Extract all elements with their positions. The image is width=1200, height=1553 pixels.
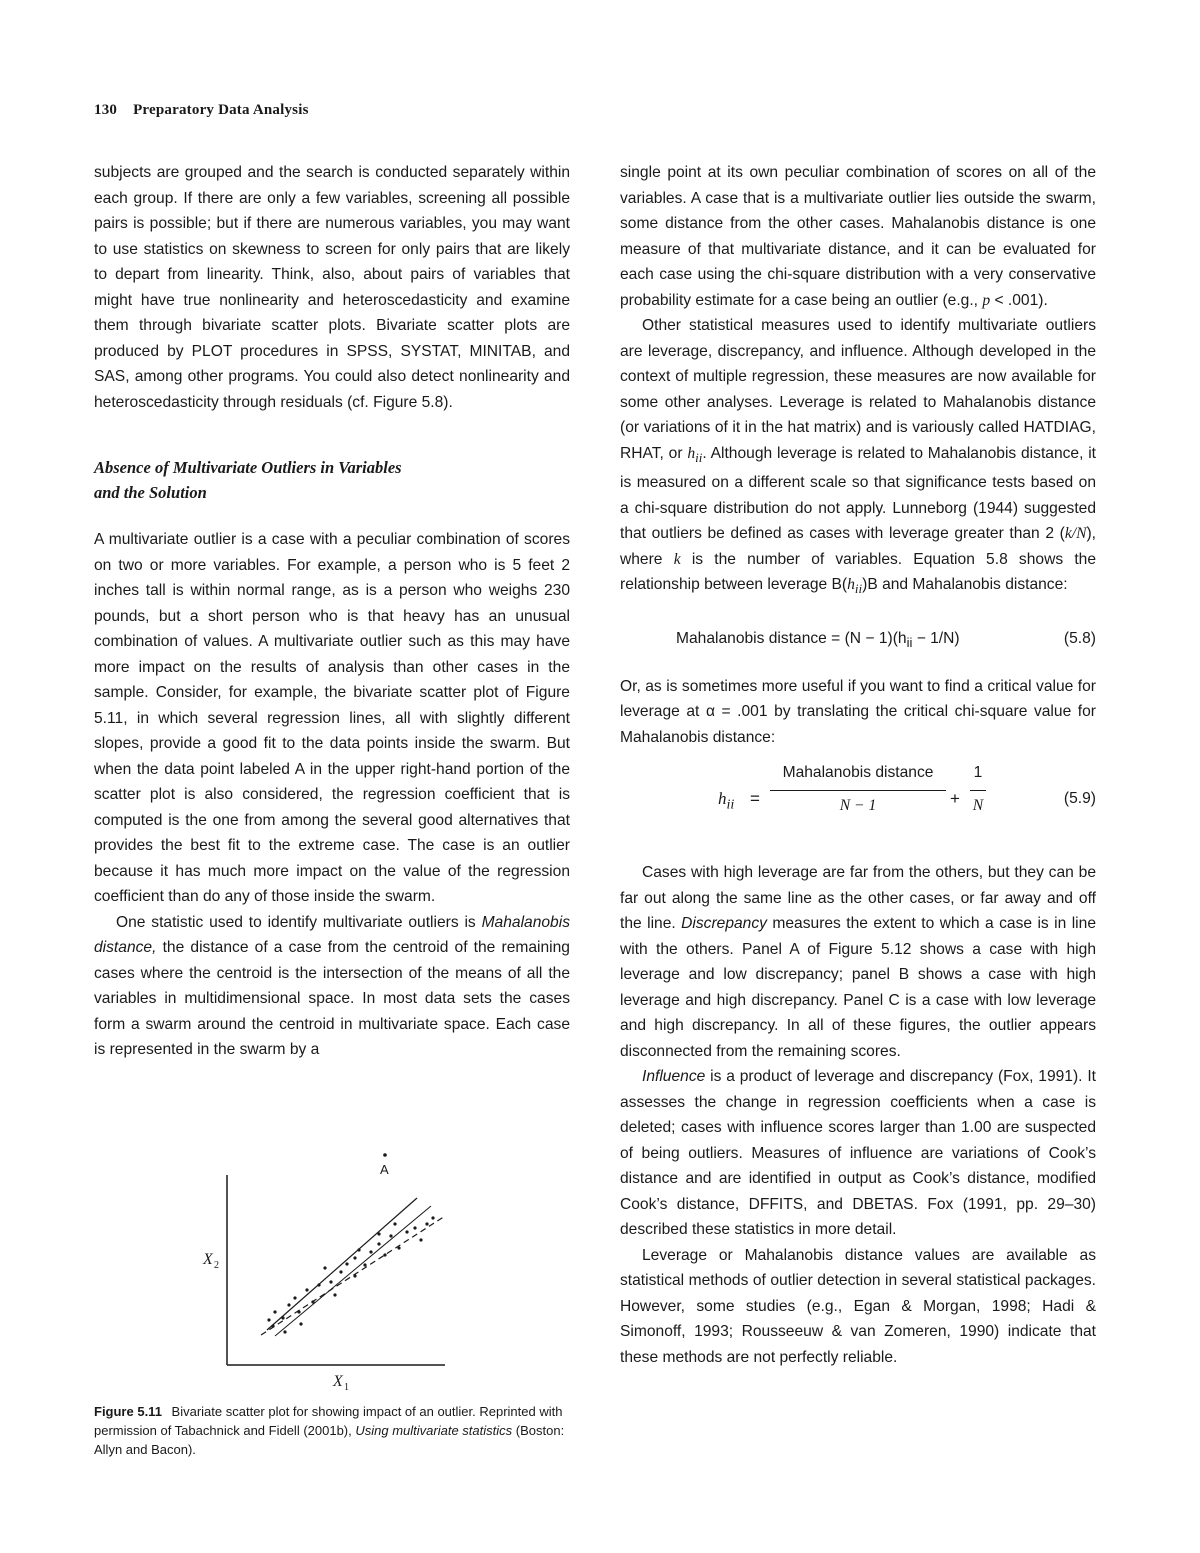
- text-run: One statistic used to identify multivariate outliers is: [116, 913, 476, 931]
- paragraph: A multivariate outlier is a case with a peculiar combination of scores on two or more variables. For example, a person who is 5 feet 2 inches tall is within normal range, as is a person who weighs 230 pounds, but a short person who is that heavy has an unusual combination of values. A multivariate outlier such as this may have more impact on the results of analysis than other cases in the sample. Consider, for example, the bivariate scatter plot of Figure 5.11, in which several regression lines, all with slightly different slopes, provide a good fit to the data points inside the swarm. But when the data point labeled A in the upper right-hand portion of the scatter plot is also considered, the regression coefficient that is computed is the one from among the several good alternatives that provides the best fit to the extreme case. The case is an outlier because it has much more impact on the value of the regression coefficient than do any of those inside the swarm.: [94, 531, 570, 905]
- data-point: [363, 1263, 366, 1266]
- equation-text: Mahalanobis distance = (N − 1)(h: [676, 629, 907, 647]
- data-point: [333, 1293, 336, 1296]
- fraction: [770, 760, 946, 818]
- data-point: [317, 1283, 320, 1286]
- text-run: < .001).: [994, 291, 1048, 309]
- regression-line: [267, 1198, 417, 1330]
- figure-5-11: [195, 1140, 465, 1400]
- data-point: [413, 1226, 416, 1229]
- x-axis-label-sub: 1: [344, 1382, 349, 1393]
- caption-text: (Boston: Allyn and Bacon).: [94, 1423, 565, 1457]
- data-point: [287, 1303, 290, 1306]
- data-point: [405, 1230, 408, 1233]
- paragraph: subjects are grouped and the search is conducted separately within each group. If there are only a few variables, screening all possible pairs is possible; but if there are numerous variables, you may want to use statistics on skewness to screen for only pairs that are likely to depart from linearity. Think, also, about pairs of variables that might have true nonlinearity and heteroscedasticity and examine them through bivariate scatter plots. Bivariate scatter plots are produced by PLOT procedures in SPSS, SYSTAT, MINITAB, and SAS, among other programs. You could also detect nonlinearity and heteroscedasticity through residuals (cf. Figure 5.8).: [94, 164, 570, 411]
- y-axis-label-sub: 2: [214, 1260, 219, 1271]
- math-var: h: [687, 444, 696, 462]
- page-number: 130: [94, 102, 118, 118]
- data-point: [297, 1310, 300, 1313]
- text-run: measures the extent to which a case is in line with the others. Panel A of Figure 5.12 shows a case with high leverage and low discrepancy; panel B shows a case with high leverage and high discrepancy. Panel C is a case with low leverage and high discrepancy. In all of these figures, the outlier appears disconnected from the remaining scores.: [620, 915, 1096, 1060]
- equation-sub: ii: [906, 634, 913, 650]
- section-heading-line2: and the Solution: [94, 483, 207, 502]
- data-point: [273, 1310, 276, 1313]
- data-point: [357, 1248, 360, 1251]
- outlier-point: [383, 1153, 387, 1157]
- equation-5-8: [620, 614, 1096, 664]
- left-column: [94, 160, 570, 1063]
- figure-caption: [94, 1402, 570, 1459]
- term-mahalanobis: Mahalanobis distance,: [94, 913, 570, 956]
- paragraph: [620, 160, 1096, 313]
- denominator: N − 1: [839, 796, 877, 814]
- paragraph: [620, 860, 1096, 1064]
- math-sub: ii: [695, 449, 703, 465]
- data-point: [377, 1232, 380, 1235]
- data-point: [353, 1274, 356, 1277]
- data-point: [323, 1266, 326, 1269]
- plus-sign: +: [950, 789, 960, 809]
- equation-number: (5.8): [1063, 629, 1096, 647]
- paragraph: [620, 1064, 1096, 1243]
- data-point: [299, 1322, 302, 1325]
- data-point: [383, 1253, 386, 1256]
- data-point: [369, 1250, 372, 1253]
- equation-number: (5.9): [1063, 790, 1096, 808]
- data-point: [393, 1222, 396, 1225]
- scatter-plot: [195, 1140, 465, 1400]
- data-point: [329, 1280, 332, 1283]
- text-run: )B and Mahalanobis distance:: [862, 576, 1068, 594]
- data-point: [267, 1318, 270, 1321]
- paragraph: [620, 313, 1096, 602]
- caption-book-title: Using multivariate statistics: [355, 1423, 513, 1438]
- data-point: [283, 1330, 286, 1333]
- equals-sign: =: [750, 789, 760, 809]
- running-title: Preparatory Data Analysis: [133, 102, 309, 118]
- text-run: single point at its own peculiar combination of scores on all of the variables. A case that is a multivariate outlier lies outside the swarm, some distance from the other cases. Mahalanobis distance is one measure of that multivariate distance, and it can be evaluated for each case using the chi-square distribution with a very conservative probability estimate for a case being an outlier (e.g.,: [620, 164, 1096, 309]
- section-heading-line1: Absence of Multivariate Outliers in Variables: [94, 458, 402, 477]
- math-var: h: [847, 576, 855, 594]
- math-var: k/N: [1064, 525, 1087, 543]
- regression-line: [275, 1206, 431, 1336]
- regression-line-dashed: [261, 1216, 445, 1335]
- data-point: [431, 1216, 434, 1219]
- data-point: [339, 1270, 342, 1273]
- caption-label: Figure 5.11: [94, 1404, 162, 1419]
- equation-var: h: [718, 789, 727, 809]
- equation-body: [676, 626, 960, 656]
- outlier-label: A: [380, 1162, 389, 1177]
- data-points: [267, 1153, 434, 1333]
- equation-lhs: [718, 786, 734, 818]
- text-run: is the number of variables. Equation 5.8 shows the relationship between leverage B(: [620, 550, 1096, 594]
- data-point: [419, 1238, 422, 1241]
- data-point: [271, 1324, 274, 1327]
- data-point: [397, 1246, 400, 1249]
- text-run: is a product of leverage and discrepancy (Fox, 1991). It assesses the change in regression coefficients when a case is deleted; cases with influence scores larger than 1.00 are suspected of being outliers. Measures of influence are variations of Cook’s distance and are identified in output as Cook’s distance, modified Cook’s distance, DFFITS, and DBETAS. Fox (1991, pp. 29–30) described these statistics in more detail.: [620, 1068, 1096, 1239]
- data-point: [377, 1242, 380, 1245]
- paragraph: [94, 910, 570, 1063]
- data-point: [305, 1288, 308, 1291]
- data-point: [353, 1256, 356, 1259]
- text-run: . Although leverage is related to Mahalanobis distance, it is measured on a different scale so that significance tests based on a chi-square distribution do not apply. Lunneborg (1944) suggested that outliers be defined as cases with leverage greater than 2 (: [620, 444, 1096, 543]
- data-point: [425, 1222, 428, 1225]
- term-discrepancy: Discrepancy: [681, 915, 767, 933]
- term-influence: Influence: [642, 1068, 706, 1086]
- equation-5-9: [620, 760, 1096, 846]
- numerator: Mahalanobis distance: [770, 760, 946, 791]
- text-run: Cases with high leverage are far from the others, but they can be far out along the same line as the other cases, or far away and off the line.: [620, 864, 1096, 933]
- data-point: [345, 1262, 348, 1265]
- denominator: N: [972, 796, 984, 814]
- section-heading: [94, 455, 570, 505]
- data-point: [389, 1234, 392, 1237]
- caption-text: Bivariate scatter plot for showing impact of an outlier. Reprinted with permission of Tabachnick and Fidell (2001b),: [94, 1404, 563, 1438]
- running-header: [94, 102, 309, 119]
- text-run: the distance of a case from the centroid of the remaining cases where the centroid is the intersection of the means of all the variables in multidimensional space. In most data sets the cases form a swarm around the centroid in multivariate space. Each case is represented in the swarm by a: [94, 939, 570, 1058]
- equation-text: − 1/N): [912, 629, 960, 647]
- x-axis-label: X: [333, 1373, 343, 1390]
- fraction: [970, 760, 986, 818]
- paragraph: Or, as is sometimes more useful if you want to find a critical value for leverage at α = .001 by translating the critical chi-square value for Mahalanobis distance:: [620, 677, 1096, 746]
- math-var: k: [673, 550, 681, 568]
- right-column: [620, 160, 1096, 1370]
- data-point: [293, 1296, 296, 1299]
- equation-sub: ii: [726, 796, 735, 813]
- y-axis-label: X: [203, 1251, 213, 1268]
- math-var: p: [982, 291, 991, 309]
- text-run: ), where: [620, 525, 1096, 568]
- data-point: [311, 1300, 314, 1303]
- math-sub: ii: [854, 581, 863, 597]
- text-run: Other statistical measures used to identify multivariate outliers are leverage, discrepancy, and influence. Although developed in the context of multiple regression, these measures are now available for some other analyses. Leverage is related to Mahalanobis distance (or variations of it in the hat matrix) and is variously called HATDIAG, RHAT, or: [620, 317, 1096, 462]
- data-point: [281, 1316, 284, 1319]
- paragraph: Leverage or Mahalanobis distance values are available as statistical methods of outlier detection in several statistical packages. However, some studies (e.g., Egan & Morgan, 1998; Hadi & Simonoff, 1993; Rousseeuw & van Zomeren, 1990) indicate that these methods are not perfectly reliable.: [620, 1246, 1096, 1366]
- numerator: 1: [970, 760, 986, 791]
